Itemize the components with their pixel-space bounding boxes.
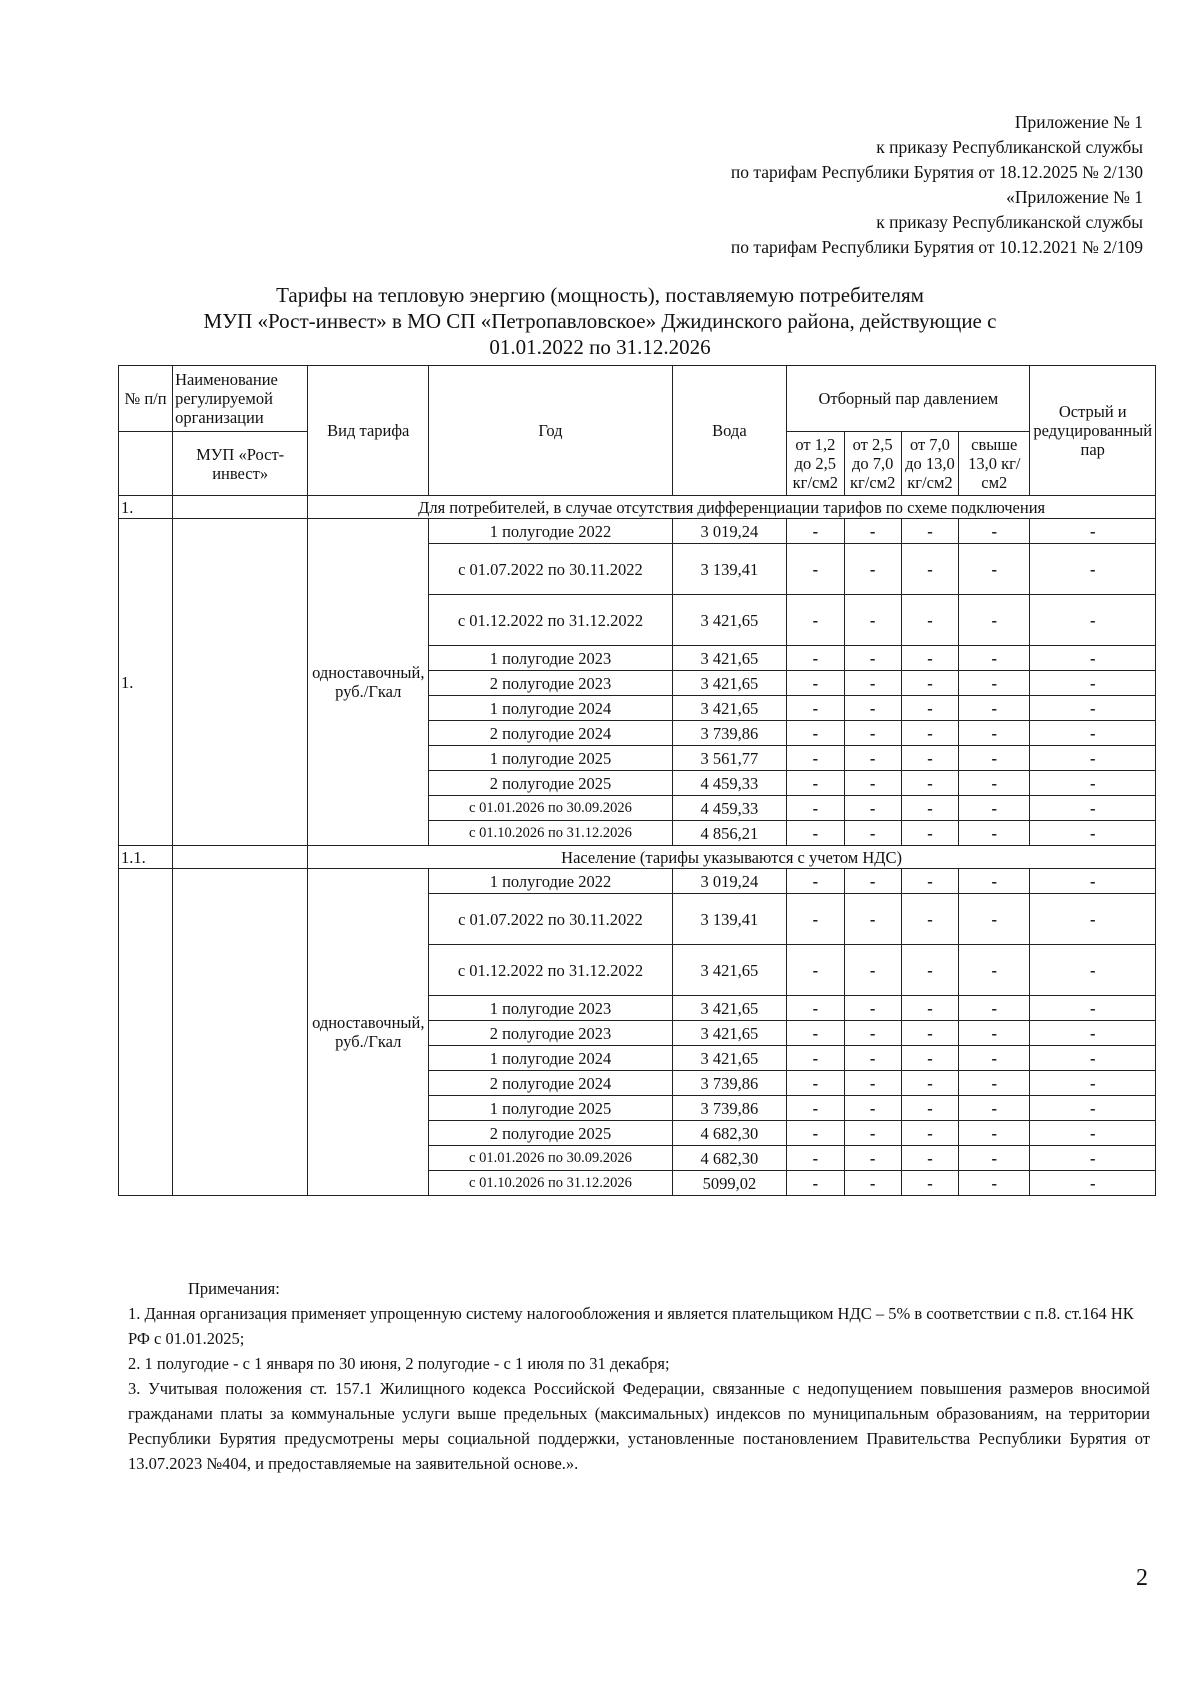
value-cell: - [959, 1021, 1030, 1046]
value-cell: - [1030, 996, 1156, 1021]
value-cell: - [959, 1096, 1030, 1121]
value-cell: - [787, 1071, 844, 1096]
value-cell: - [959, 595, 1030, 646]
value-cell: - [901, 746, 958, 771]
value-cell: - [787, 1121, 844, 1146]
period-cell: 1 полугодие 2022 [429, 519, 672, 544]
period-cell: с 01.01.2026 по 30.09.2026 [429, 796, 672, 821]
value-cell: - [1030, 1121, 1156, 1146]
col-header-org-name: МУП «Рост-инвест» [173, 432, 308, 496]
value-cell: - [959, 721, 1030, 746]
empty-cell [119, 869, 173, 1196]
notes-heading: Примечания: [188, 1279, 280, 1298]
appendix-header [731, 110, 1143, 260]
value-cell: - [901, 894, 958, 945]
value-cell: - [844, 1071, 901, 1096]
value-cell: - [787, 696, 844, 721]
header-line: к приказу Республиканской службы [876, 212, 1143, 232]
empty-cell [173, 846, 308, 869]
value-cell: - [901, 1121, 958, 1146]
value-cell: - [844, 1121, 901, 1146]
value-cell: - [901, 1046, 958, 1071]
col-header-steam: Отборный пар давлением [787, 366, 1030, 432]
col-header-sharp-steam: Острый и редуцированный пар [1030, 366, 1156, 496]
value-cell: - [1030, 646, 1156, 671]
water-cell: 3 739,86 [672, 721, 787, 746]
value-cell: - [787, 821, 844, 846]
value-cell: - [901, 1096, 958, 1121]
value-cell: - [959, 1121, 1030, 1146]
tariff-type-cell: одноставочный, руб./Гкал [308, 519, 429, 846]
value-cell: - [844, 1021, 901, 1046]
value-cell: - [844, 671, 901, 696]
org-cell [173, 869, 308, 1196]
notes [128, 1276, 1150, 1476]
section-heading-row [119, 496, 1156, 519]
value-cell: - [1030, 595, 1156, 646]
value-cell: - [959, 1071, 1030, 1096]
value-cell: - [901, 721, 958, 746]
value-cell: - [901, 1021, 958, 1046]
period-cell: 1 полугодие 2023 [429, 646, 672, 671]
water-cell: 4 459,33 [672, 796, 787, 821]
col-header-num: № п/п [119, 366, 173, 432]
period-cell: с 01.10.2026 по 31.12.2026 [429, 1171, 672, 1196]
water-cell: 3 019,24 [672, 869, 787, 894]
value-cell: - [1030, 821, 1156, 846]
title-line: МУП «Рост-инвест» в МО СП «Петропавловское» Джидинского района, действующие с [203, 309, 997, 333]
value-cell: - [901, 696, 958, 721]
value-cell: - [1030, 696, 1156, 721]
section-general [119, 496, 1156, 846]
period-cell: с 01.12.2022 по 31.12.2022 [429, 595, 672, 646]
value-cell: - [959, 821, 1030, 846]
value-cell: - [959, 869, 1030, 894]
value-cell: - [787, 1046, 844, 1071]
header-line: Приложение № 1 [1014, 112, 1143, 132]
org-cell [173, 519, 308, 846]
water-cell: 3 421,65 [672, 595, 787, 646]
header-line: по тарифам Республики Бурятия от 18.12.2025 № 2/130 [730, 162, 1143, 182]
value-cell: - [787, 1171, 844, 1196]
value-cell: - [959, 796, 1030, 821]
section-number: 1. [119, 496, 173, 519]
value-cell: - [959, 771, 1030, 796]
col-header-year: Год [429, 366, 672, 496]
header-line: по тарифам Республики Бурятия от 10.12.2021 № 2/109 [730, 237, 1143, 257]
water-cell: 3 561,77 [672, 746, 787, 771]
value-cell: - [844, 595, 901, 646]
value-cell: - [787, 646, 844, 671]
water-cell: 4 459,33 [672, 771, 787, 796]
value-cell: - [787, 595, 844, 646]
value-cell: - [901, 1171, 958, 1196]
value-cell: - [1030, 771, 1156, 796]
value-cell: - [844, 721, 901, 746]
col-header-pressure-2: от 2,5 до 7,0 кг/см2 [844, 432, 901, 496]
water-cell: 3 421,65 [672, 1021, 787, 1046]
value-cell: - [844, 696, 901, 721]
section-heading: Население (тарифы указываются с учетом НДС) [308, 846, 1156, 869]
value-cell: - [901, 821, 958, 846]
tariff-type-cell: одноставочный, руб./Гкал [308, 869, 429, 1196]
value-cell: - [901, 519, 958, 544]
table-row [119, 869, 1156, 894]
value-cell: - [844, 821, 901, 846]
value-cell: - [901, 1146, 958, 1171]
value-cell: - [1030, 519, 1156, 544]
value-cell: - [787, 671, 844, 696]
col-header-pressure-1: от 1,2 до 2,5 кг/см2 [787, 432, 844, 496]
section-population [119, 846, 1156, 1196]
water-cell: 3 019,24 [672, 519, 787, 544]
period-cell: 2 полугодие 2025 [429, 771, 672, 796]
value-cell: - [844, 894, 901, 945]
water-cell: 4 856,21 [672, 821, 787, 846]
value-cell: - [959, 894, 1030, 945]
value-cell: - [901, 996, 958, 1021]
value-cell: - [787, 721, 844, 746]
note-item: 2. 1 полугодие - с 1 января по 30 июня, 2 полугодие - с 1 июля по 31 декабря; [128, 1354, 670, 1373]
value-cell: - [959, 544, 1030, 595]
water-cell: 3 739,86 [672, 1071, 787, 1096]
water-cell: 4 682,30 [672, 1146, 787, 1171]
value-cell: - [787, 544, 844, 595]
document-title [130, 282, 1070, 360]
water-cell: 3 421,65 [672, 996, 787, 1021]
water-cell: 4 682,30 [672, 1121, 787, 1146]
value-cell: - [959, 671, 1030, 696]
value-cell: - [959, 996, 1030, 1021]
water-cell: 3 421,65 [672, 671, 787, 696]
value-cell: - [787, 519, 844, 544]
col-header-pressure-4: свыше 13,0 кг/см2 [959, 432, 1030, 496]
table-row [119, 519, 1156, 544]
header-line: «Приложение № 1 [1006, 187, 1143, 207]
value-cell: - [844, 519, 901, 544]
value-cell: - [1030, 1071, 1156, 1096]
title-line: Тарифы на тепловую энергию (мощность), поставляемую потребителям [276, 283, 924, 307]
header-line: к приказу Республиканской службы [876, 137, 1143, 157]
value-cell: - [1030, 544, 1156, 595]
value-cell: - [844, 945, 901, 996]
value-cell: - [1030, 945, 1156, 996]
value-cell: - [1030, 1021, 1156, 1046]
period-cell: с 01.12.2022 по 31.12.2022 [429, 945, 672, 996]
value-cell: - [959, 1171, 1030, 1196]
value-cell: - [844, 646, 901, 671]
section-heading: Для потребителей, в случае отсутствия дифференциации тарифов по схеме подключения [308, 496, 1156, 519]
value-cell: - [959, 646, 1030, 671]
note-item: 3. Учитывая положения ст. 157.1 Жилищного кодекса Российской Федерации, связанные с недопущением повышения размеров вносимой гражданами платы за коммунальные услуги выше предельных (максимальных) индексов по муниципальным образованиям, на территории Республики Бурятия предусмотрены меры социальной поддержки, установленные постановлением Правительства Республики Бурятия от 13.07.2023 №404, и предоставляемые на заявительной основе.». [128, 1379, 1150, 1473]
value-cell: - [1030, 1171, 1156, 1196]
note-item: 1. Данная организация применяет упрощенную систему налогообложения и является плательщиком НДС – 5% в соответствии с п.8. ст.164 НК РФ с 01.01.2025; [128, 1304, 1134, 1348]
value-cell: - [787, 1021, 844, 1046]
period-cell: 1 полугодие 2024 [429, 696, 672, 721]
row-number-cell: 1. [119, 519, 173, 846]
period-cell: с 01.07.2022 по 30.11.2022 [429, 544, 672, 595]
value-cell: - [1030, 671, 1156, 696]
value-cell: - [959, 519, 1030, 544]
col-header-tariff-type: Вид тарифа [308, 366, 429, 496]
value-cell: - [787, 771, 844, 796]
water-cell: 3 421,65 [672, 696, 787, 721]
value-cell: - [1030, 1146, 1156, 1171]
value-cell: - [901, 1071, 958, 1096]
value-cell: - [787, 746, 844, 771]
value-cell: - [901, 595, 958, 646]
period-cell: 1 полугодие 2025 [429, 746, 672, 771]
value-cell: - [901, 945, 958, 996]
water-cell: 3 139,41 [672, 894, 787, 945]
value-cell: - [844, 996, 901, 1021]
value-cell: - [1030, 894, 1156, 945]
period-cell: 2 полугодие 2023 [429, 671, 672, 696]
water-cell: 3 421,65 [672, 646, 787, 671]
value-cell: - [901, 771, 958, 796]
period-cell: с 01.01.2026 по 30.09.2026 [429, 1146, 672, 1171]
value-cell: - [959, 1146, 1030, 1171]
value-cell: - [1030, 1046, 1156, 1071]
value-cell: - [959, 1046, 1030, 1071]
value-cell: - [844, 1171, 901, 1196]
period-cell: 2 полугодие 2025 [429, 1121, 672, 1146]
value-cell: - [959, 696, 1030, 721]
period-cell: 1 полугодие 2025 [429, 1096, 672, 1121]
section-heading-row [119, 846, 1156, 869]
period-cell: 2 полугодие 2023 [429, 1021, 672, 1046]
page-number: 2 [1136, 1565, 1148, 1591]
col-header-pressure-3: от 7,0 до 13,0 кг/см2 [901, 432, 958, 496]
period-cell: 2 полугодие 2024 [429, 721, 672, 746]
value-cell: - [1030, 796, 1156, 821]
value-cell: - [844, 746, 901, 771]
title-line: 01.01.2022 по 31.12.2026 [489, 335, 711, 359]
value-cell: - [844, 869, 901, 894]
water-cell: 5099,02 [672, 1171, 787, 1196]
value-cell: - [1030, 746, 1156, 771]
value-cell: - [844, 1046, 901, 1071]
value-cell: - [844, 1096, 901, 1121]
value-cell: - [787, 1146, 844, 1171]
header-blank-cell [119, 432, 173, 496]
period-cell: 2 полугодие 2024 [429, 1071, 672, 1096]
value-cell: - [787, 996, 844, 1021]
value-cell: - [901, 671, 958, 696]
col-header-org: Наименование регулируемой организации [173, 366, 308, 432]
water-cell: 3 139,41 [672, 544, 787, 595]
value-cell: - [787, 796, 844, 821]
value-cell: - [844, 544, 901, 595]
value-cell: - [844, 796, 901, 821]
col-header-water: Вода [672, 366, 787, 496]
value-cell: - [787, 894, 844, 945]
tariff-table [118, 365, 1156, 1196]
period-cell: с 01.07.2022 по 30.11.2022 [429, 894, 672, 945]
water-cell: 3 421,65 [672, 945, 787, 996]
water-cell: 3 421,65 [672, 1046, 787, 1071]
value-cell: - [959, 746, 1030, 771]
section-number: 1.1. [119, 846, 173, 869]
value-cell: - [1030, 869, 1156, 894]
period-cell: 1 полугодие 2024 [429, 1046, 672, 1071]
value-cell: - [1030, 1096, 1156, 1121]
value-cell: - [901, 869, 958, 894]
period-cell: 1 полугодие 2022 [429, 869, 672, 894]
value-cell: - [787, 869, 844, 894]
water-cell: 3 739,86 [672, 1096, 787, 1121]
value-cell: - [787, 945, 844, 996]
value-cell: - [901, 796, 958, 821]
empty-cell [173, 496, 308, 519]
value-cell: - [901, 646, 958, 671]
value-cell: - [844, 771, 901, 796]
value-cell: - [1030, 721, 1156, 746]
value-cell: - [787, 1096, 844, 1121]
period-cell: с 01.10.2026 по 31.12.2026 [429, 821, 672, 846]
value-cell: - [901, 544, 958, 595]
value-cell: - [844, 1146, 901, 1171]
period-cell: 1 полугодие 2023 [429, 996, 672, 1021]
value-cell: - [959, 945, 1030, 996]
